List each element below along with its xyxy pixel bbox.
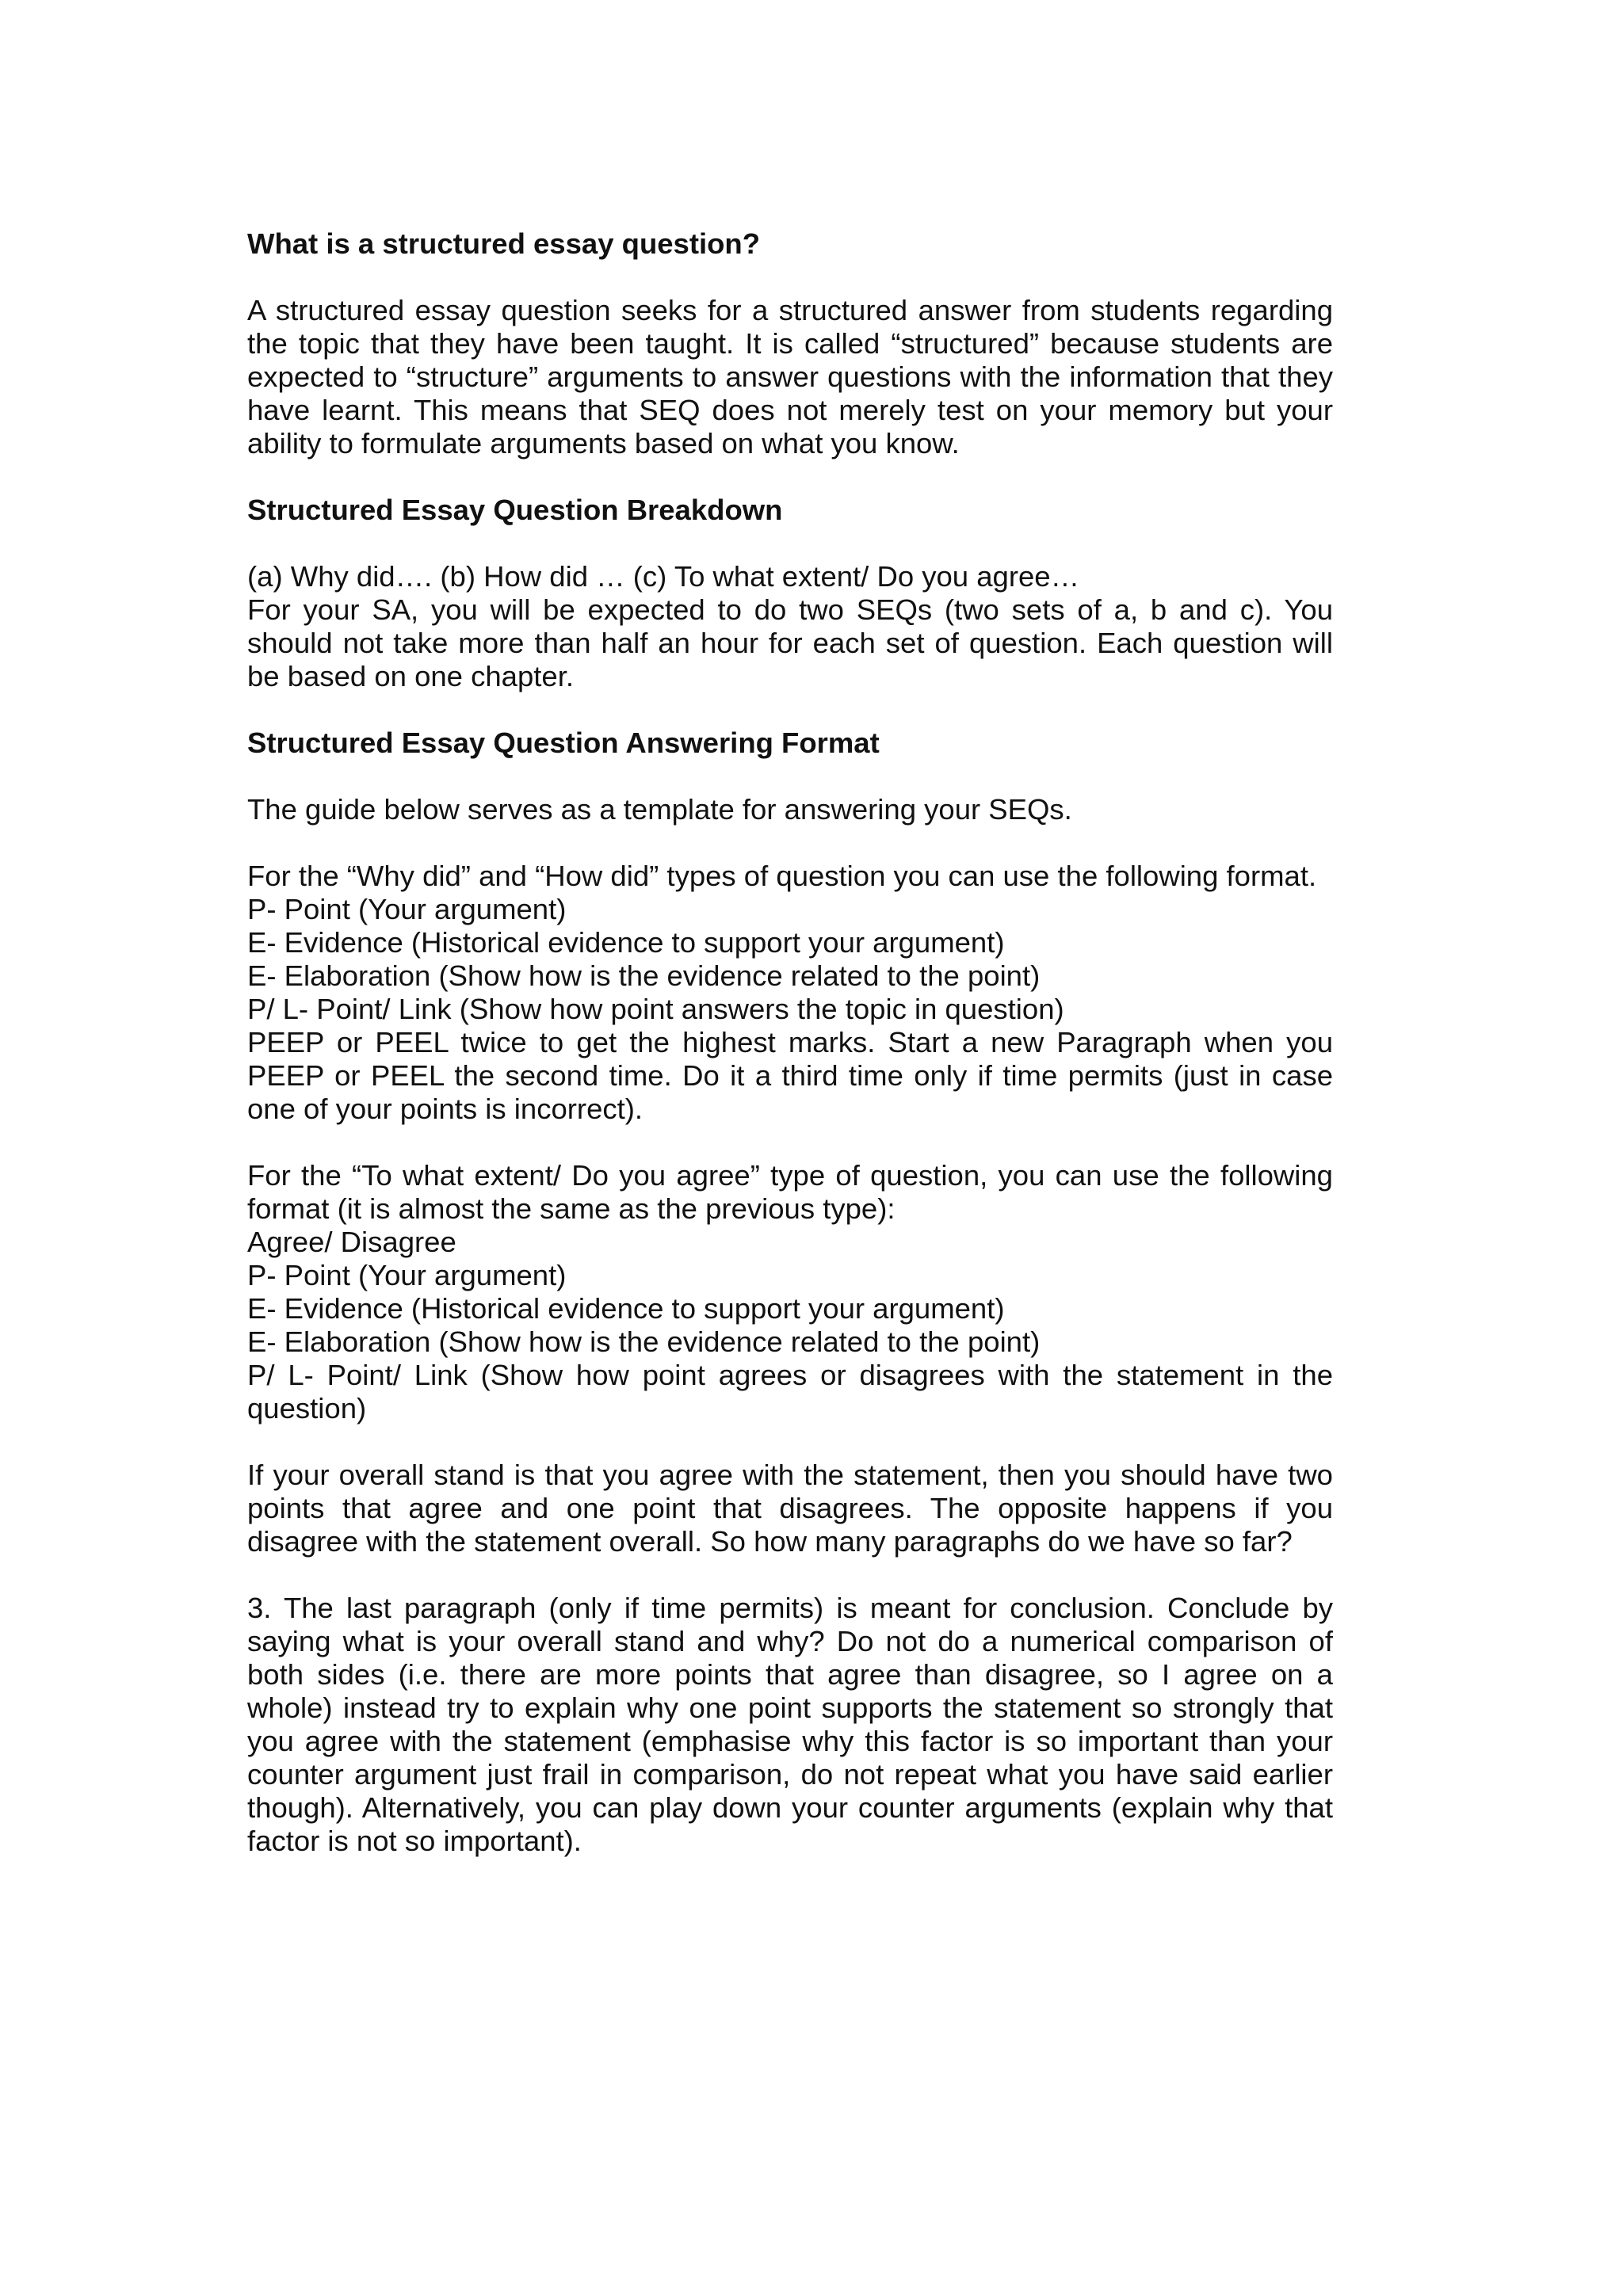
list-item: E- Evidence (Historical evidence to support your argument) bbox=[247, 926, 1005, 959]
list-item: E- Evidence (Historical evidence to support your argument) bbox=[247, 1292, 1005, 1325]
list-item: P/ L- Point/ Link (Show how point answers the topic in question) bbox=[247, 993, 1064, 1025]
heading-seq-breakdown: Structured Essay Question Breakdown bbox=[247, 494, 783, 526]
peep-peel-note: PEEP or PEEL twice to get the highest marks. Start a new Paragraph when you PEEP or PEEL the second time. Do it a third time only if time permits (just in case one of your points is incorrect). bbox=[247, 1026, 1333, 1125]
heading-answering-format: Structured Essay Question Answering Format bbox=[247, 727, 880, 759]
guide-intro: The guide below serves as a template for answering your SEQs. bbox=[247, 793, 1072, 826]
list-item: E- Elaboration (Show how is the evidence related to the point) bbox=[247, 1325, 1041, 1358]
paragraph-conclusion: 3. The last paragraph (only if time permits) is meant for conclusion. Conclude by saying what is your overall stand and why? Do not do a numerical comparison of both sides (i.e. there are more points that agree than disagree, so I agree on a whole) instead try to explain why one point supports the statement so strongly that you agree with the statement (emphasise why this factor is so important than your counter argument just frail in comparison, do not repeat what you have said earlier though). Alternatively, you can play down your counter arguments (explain why that factor is not so important). bbox=[247, 1592, 1333, 1857]
why-how-lead: For the “Why did” and “How did” types of question you can use the following format. bbox=[247, 860, 1317, 892]
extent-lead: For the “To what extent/ Do you agree” type of question, you can use the following format (it is almost the same as the previous type): bbox=[247, 1159, 1333, 1225]
list-item: E- Elaboration (Show how is the evidence related to the point) bbox=[247, 959, 1041, 992]
list-item: Agree/ Disagree bbox=[247, 1226, 456, 1258]
document-page bbox=[247, 227, 1333, 1858]
heading-what-is-seq: What is a structured essay question? bbox=[247, 227, 761, 260]
list-item: P- Point (Your argument) bbox=[247, 893, 567, 925]
paragraph-sa-expectations: For your SA, you will be expected to do two SEQs (two sets of a, b and c). You should not take more than half an hour for each set of question. Each question will be based on one chapter. bbox=[247, 593, 1333, 692]
paragraph-seq-definition: A structured essay question seeks for a structured answer from students regarding the topic that they have been taught. It is called “structured” because students are expected to “structure” arguments to answer questions with the information that they have learnt. This means that SEQ does not merely test on your memory but your ability to formulate arguments based on what you know. bbox=[247, 294, 1333, 460]
question-types-line: (a) Why did…. (b) How did … (c) To what extent/ Do you agree… bbox=[247, 560, 1080, 593]
list-item: P- Point (Your argument) bbox=[247, 1259, 567, 1291]
paragraph-overall-stand: If your overall stand is that you agree with the statement, then you should have two points that agree and one point that disagrees. The opposite happens if you disagree with the statement overall. So how many paragraphs do we have so far? bbox=[247, 1459, 1333, 1558]
list-item: P/ L- Point/ Link (Show how point agrees or disagrees with the statement in the question) bbox=[247, 1359, 1333, 1425]
